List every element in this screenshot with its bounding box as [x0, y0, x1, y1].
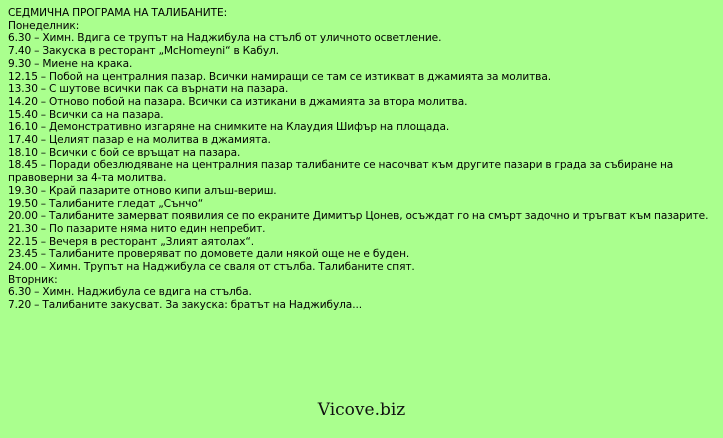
text-line: 15.40 – Всички са на пазара. [8, 108, 164, 121]
text-line: Понеделник: [8, 19, 80, 32]
text-line: 16.10 – Демонстративно изгаряне на снимките на Клаудия Шифър на площада. [8, 121, 450, 134]
joke-text [8, 7, 715, 312]
text-line: 18.10 – Всички с бой се връщат на пазара. [8, 146, 241, 159]
text-line: 18.45 – Поради обезлюдяване на централния пазар талибаните се насочват към другите пазари в града за събиране на правоверни за 4-та молитва. [8, 159, 674, 185]
text-line: 19.30 – Край пазарите отново кипи алъш-вериш. [8, 184, 277, 197]
text-line: 23.45 – Талибаните проверяват по домовете дали някой още не е буден. [8, 248, 410, 261]
text-line: 7.20 – Талибаните закусват. За закуска: братът на Наджибула... [8, 299, 362, 312]
text-line: Вторник: [8, 273, 58, 286]
text-line: 7.40 – Закуска в ресторант „McHomeyni“ в Кабул. [8, 45, 279, 58]
text-line: 24.00 – Химн. Трупът на Наджибула се сваля от стълба. Талибаните спят. [8, 261, 415, 274]
site-watermark: Vicove.biz [317, 400, 406, 420]
text-line: 19.50 – Талибаните гледат „Сънчо“ [8, 197, 204, 210]
text-line: 22.15 – Вечеря в ресторант „Злият аятолах“. [8, 235, 255, 248]
text-line: 13.30 – С шутове всички пак са върнати на пазара. [8, 83, 289, 96]
text-line: 21.30 – По пазарите няма нито един непребит. [8, 222, 266, 235]
text-line: 12.15 – Побой на централния пазар. Всички намиращи се там се изтикват в джамията за молитва. [8, 70, 551, 83]
text-line: 20.00 – Талибаните замерват появилия се по екраните Димитър Цонев, осъждат го на смърт задочно и тръгват към пазарите. [8, 210, 709, 223]
title: СЕДМИЧНА ПРОГРАМА НА ТАЛИБАНИТЕ: [8, 7, 228, 19]
text-line: 14.20 – Отново побой на пазара. Всички са изтикани в джамията за втора молитва. [8, 95, 468, 108]
text-line: 9.30 – Миене на крака. [8, 57, 133, 70]
text-line: 6.30 – Химн. Вдига се трупът на Наджибула на стълб от уличното осветление. [8, 32, 442, 45]
text-line: 17.40 – Целият пазар е на молитва в джамията. [8, 134, 271, 147]
text-line: 6.30 – Химн. Наджибула се вдига на стълба. [8, 286, 252, 299]
